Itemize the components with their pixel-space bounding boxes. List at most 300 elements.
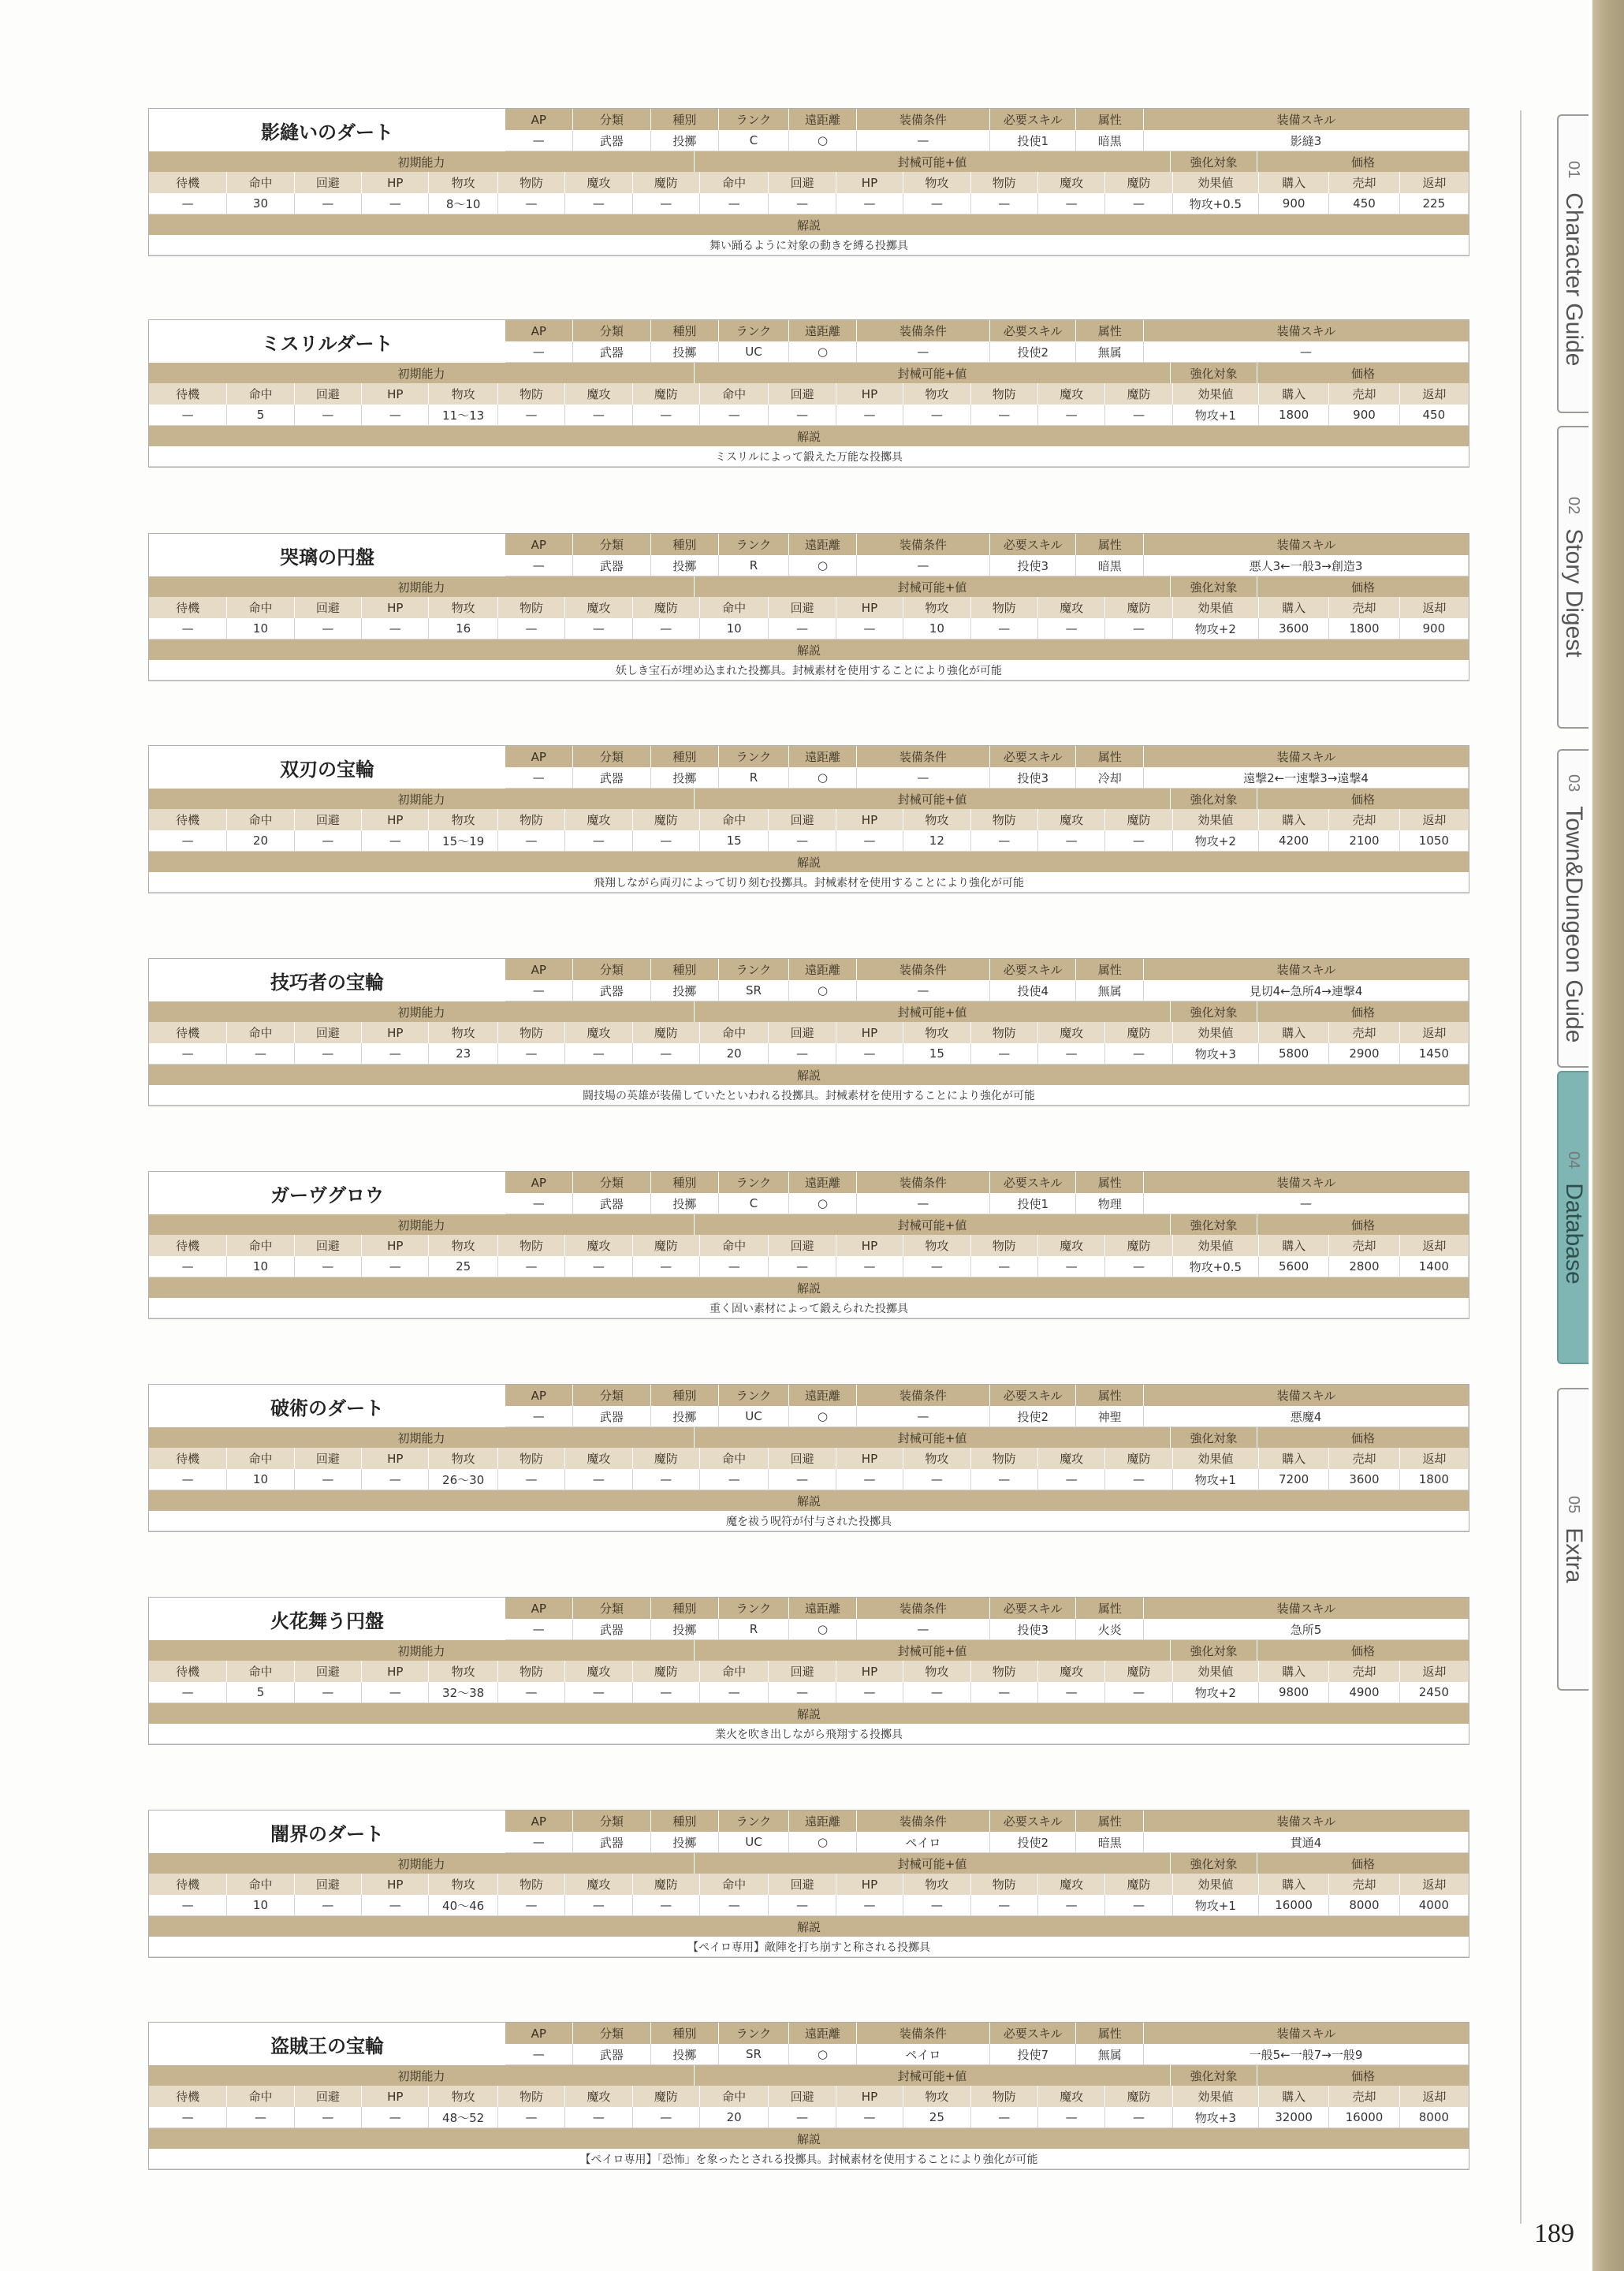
label-seal-stat: 物攻 <box>903 597 970 618</box>
buy-price: 32000 <box>1259 2107 1329 2128</box>
seal-value: — <box>1105 1256 1172 1277</box>
category-value: 武器 <box>573 555 652 576</box>
seal-value: — <box>1038 1469 1105 1490</box>
label-seal-stat: HP <box>836 1235 903 1256</box>
return-price: 8000 <box>1400 2107 1469 2128</box>
return-price: 900 <box>1400 618 1469 640</box>
seal-value: 15 <box>903 1043 970 1065</box>
seal-value: — <box>700 193 769 214</box>
enhance-value: 物攻+2 <box>1173 1682 1259 1703</box>
label-seal-stat: 物攻 <box>903 172 970 193</box>
label-return: 返却 <box>1400 1448 1469 1469</box>
req-skill-value: 投使2 <box>990 1832 1076 1853</box>
label-enhance-1: 強化対象 <box>1171 363 1257 383</box>
req-skill-value: 投使7 <box>990 2044 1076 2065</box>
label-return: 返却 <box>1400 1874 1469 1895</box>
type-value: 投擲 <box>651 555 719 576</box>
enhance-value: 物攻+1 <box>1173 1469 1259 1490</box>
label-seal-stat: 物防 <box>971 1874 1038 1895</box>
label-attribute: 属性 <box>1076 2023 1144 2044</box>
label-seal-stat: 物攻 <box>903 1022 970 1043</box>
label-buy: 購入 <box>1259 1022 1329 1043</box>
stat-value: 15〜19 <box>429 830 497 852</box>
label-seal: 封械可能+値 <box>695 151 1171 172</box>
seal-value: — <box>836 1043 903 1065</box>
label-seal-stat: 命中 <box>700 1661 769 1682</box>
label-equip-skill: 装備スキル <box>1144 1598 1469 1619</box>
label-equip-cond: 装備条件 <box>857 1385 990 1406</box>
label-initial: 初期能力 <box>149 1214 695 1235</box>
label-category: 分類 <box>573 320 652 341</box>
label-stat: 回避 <box>295 172 362 193</box>
label-ap: AP <box>505 1385 573 1406</box>
seal-value: — <box>971 193 1038 214</box>
seal-value: — <box>971 618 1038 640</box>
label-seal-stat: 物防 <box>971 1661 1038 1682</box>
label-stat: 物攻 <box>429 597 497 618</box>
equip-cond-value: — <box>857 980 990 1001</box>
label-stat: 物防 <box>498 1874 565 1895</box>
buy-price: 9800 <box>1259 1682 1329 1703</box>
type-value: 投擲 <box>651 767 719 789</box>
label-equip-cond: 装備条件 <box>857 320 990 341</box>
attribute-value: 暗黒 <box>1076 555 1144 576</box>
seal-value: — <box>700 1682 769 1703</box>
label-seal-stat: HP <box>836 597 903 618</box>
buy-price: 900 <box>1259 193 1329 214</box>
seal-value: 20 <box>700 2107 769 2128</box>
tab-label: Story Digest <box>1561 528 1587 658</box>
item-name: 双刃の宝輪 <box>149 746 506 789</box>
label-category: 分類 <box>573 534 652 555</box>
label-enhance-1: 強化対象 <box>1171 1427 1257 1448</box>
return-price: 1050 <box>1400 830 1469 852</box>
label-req-skill: 必要スキル <box>990 1385 1076 1406</box>
stat-value: — <box>498 1895 565 1916</box>
label-ranged: 遠距離 <box>789 1172 857 1193</box>
label-seal: 封械可能+値 <box>695 1001 1171 1022</box>
req-skill-value: 投使2 <box>990 1406 1076 1427</box>
label-stat: 物攻 <box>429 172 497 193</box>
type-value: 投擲 <box>651 341 719 363</box>
stat-value: — <box>633 1043 700 1065</box>
label-seal-stat: 物攻 <box>903 1448 970 1469</box>
label-equip-skill: 装備スキル <box>1144 534 1469 555</box>
label-equip-cond: 装備条件 <box>857 109 990 130</box>
label-stat: 物防 <box>498 172 565 193</box>
section-tab-2[interactable] <box>1557 426 1589 729</box>
label-sell: 売却 <box>1329 1661 1399 1682</box>
stat-value: 16 <box>429 618 497 640</box>
label-ranged: 遠距離 <box>789 1810 857 1832</box>
label-stat: 魔攻 <box>565 597 632 618</box>
type-value: 投擲 <box>651 980 719 1001</box>
stat-value: — <box>362 1256 429 1277</box>
label-buy: 購入 <box>1259 1874 1329 1895</box>
stat-value: — <box>633 193 700 214</box>
label-ap: AP <box>505 2023 573 2044</box>
label-seal-stat: 物攻 <box>903 809 970 830</box>
stat-value: 26〜30 <box>429 1469 497 1490</box>
label-stat: 魔防 <box>633 383 700 405</box>
stat-value: — <box>498 1043 565 1065</box>
label-stat: 物防 <box>498 597 565 618</box>
stat-value: — <box>362 1895 429 1916</box>
buy-price: 3600 <box>1259 618 1329 640</box>
stat-value: 11〜13 <box>429 405 497 426</box>
label-stat: 物攻 <box>429 1874 497 1895</box>
label-stat: 回避 <box>295 1448 362 1469</box>
label-enhance-1: 強化対象 <box>1171 789 1257 809</box>
return-price: 450 <box>1400 405 1469 426</box>
label-stat: 命中 <box>227 383 294 405</box>
ap-value: — <box>505 341 573 363</box>
label-stat: 魔防 <box>633 809 700 830</box>
label-enhance-2: 効果値 <box>1173 1022 1259 1043</box>
type-value: 投擲 <box>651 130 719 151</box>
label-attribute: 属性 <box>1076 1172 1144 1193</box>
seal-value: — <box>971 1469 1038 1490</box>
label-stat: 命中 <box>227 1022 294 1043</box>
sidebar-divider <box>1520 110 1522 2224</box>
buy-price: 4200 <box>1259 830 1329 852</box>
section-tab-5[interactable] <box>1557 1388 1589 1691</box>
label-stat: 回避 <box>295 383 362 405</box>
label-rank: ランク <box>719 746 790 767</box>
label-sell: 売却 <box>1329 172 1399 193</box>
item-name: 破術のダート <box>149 1385 506 1427</box>
label-stat: 命中 <box>227 1235 294 1256</box>
label-stat: 回避 <box>295 597 362 618</box>
label-stat: 待機 <box>149 383 227 405</box>
label-attribute: 属性 <box>1076 1385 1144 1406</box>
label-stat: 魔防 <box>633 1235 700 1256</box>
label-equip-skill: 装備スキル <box>1144 1172 1469 1193</box>
seal-value: — <box>769 1256 836 1277</box>
label-stat: 回避 <box>295 1661 362 1682</box>
label-seal-stat: 魔攻 <box>1038 1022 1105 1043</box>
label-stat: 物攻 <box>429 1022 497 1043</box>
stat-value: — <box>295 1895 362 1916</box>
ap-value: — <box>505 555 573 576</box>
seal-value: — <box>836 193 903 214</box>
label-stat: HP <box>362 2086 429 2107</box>
section-tab-4[interactable] <box>1557 1071 1589 1364</box>
stat-value: — <box>498 2107 565 2128</box>
stat-value: — <box>633 1895 700 1916</box>
stat-value: 32〜38 <box>429 1682 497 1703</box>
label-seal-stat: 物防 <box>971 383 1038 405</box>
seal-value: — <box>903 1469 970 1490</box>
label-stat: 物攻 <box>429 1661 497 1682</box>
label-seal-stat: 命中 <box>700 383 769 405</box>
enhance-value: 物攻+0.5 <box>1173 1256 1259 1277</box>
label-stat: 物防 <box>498 383 565 405</box>
label-seal-stat: HP <box>836 172 903 193</box>
stat-value: — <box>633 1469 700 1490</box>
req-skill-value: 投使2 <box>990 341 1076 363</box>
stat-value: — <box>633 1256 700 1277</box>
label-stat: 魔攻 <box>565 383 632 405</box>
label-category: 分類 <box>573 746 652 767</box>
label-ranged: 遠距離 <box>789 109 857 130</box>
stat-value: — <box>565 618 632 640</box>
label-enhance-2: 効果値 <box>1173 809 1259 830</box>
tab-text <box>1560 751 1587 1066</box>
label-stat: HP <box>362 383 429 405</box>
label-return: 返却 <box>1400 172 1469 193</box>
label-ranged: 遠距離 <box>789 746 857 767</box>
rank-value: SR <box>719 2044 790 2065</box>
label-return: 返却 <box>1400 1661 1469 1682</box>
label-seal-stat: 魔防 <box>1105 809 1172 830</box>
label-initial: 初期能力 <box>149 1001 695 1022</box>
label-attribute: 属性 <box>1076 1598 1144 1619</box>
ranged-value: ○ <box>789 767 857 789</box>
label-seal-stat: 物攻 <box>903 1235 970 1256</box>
seal-value: — <box>836 1469 903 1490</box>
type-value: 投擲 <box>651 1619 719 1640</box>
label-stat: 魔攻 <box>565 1874 632 1895</box>
tab-number: 02 <box>1565 497 1582 515</box>
label-equip-cond: 装備条件 <box>857 2023 990 2044</box>
label-type: 種別 <box>651 534 719 555</box>
tab-number: 03 <box>1565 774 1582 792</box>
label-seal-stat: HP <box>836 2086 903 2107</box>
label-req-skill: 必要スキル <box>990 1172 1076 1193</box>
label-req-skill: 必要スキル <box>990 109 1076 130</box>
stat-value: 48〜52 <box>429 2107 497 2128</box>
seal-value: — <box>903 1895 970 1916</box>
stat-value: — <box>149 1043 227 1065</box>
label-equip-skill: 装備スキル <box>1144 2023 1469 2044</box>
stat-value: — <box>362 618 429 640</box>
label-category: 分類 <box>573 1810 652 1832</box>
ap-value: — <box>505 1832 573 1853</box>
item-description: 【ペイロ専用】「恐怖」を象ったとされる投擲具。封械素材を使用することにより強化が可能 <box>149 2149 1469 2169</box>
label-rank: ランク <box>719 2023 790 2044</box>
label-equip-skill: 装備スキル <box>1144 320 1469 341</box>
seal-value: — <box>769 405 836 426</box>
stat-value: — <box>149 1895 227 1916</box>
label-seal-stat: 物防 <box>971 597 1038 618</box>
label-equip-cond: 装備条件 <box>857 746 990 767</box>
rank-value: UC <box>719 341 790 363</box>
item-name: 影縫いのダート <box>149 109 506 151</box>
type-value: 投擲 <box>651 1832 719 1853</box>
label-attribute: 属性 <box>1076 320 1144 341</box>
sell-price: 8000 <box>1329 1895 1399 1916</box>
label-stat: 回避 <box>295 2086 362 2107</box>
label-seal-stat: 魔攻 <box>1038 1235 1105 1256</box>
seal-value: — <box>1038 618 1105 640</box>
ap-value: — <box>505 1406 573 1427</box>
label-attribute: 属性 <box>1076 1810 1144 1832</box>
stat-value: — <box>565 1682 632 1703</box>
label-attribute: 属性 <box>1076 534 1144 555</box>
label-seal-stat: 命中 <box>700 809 769 830</box>
seal-value: — <box>1105 405 1172 426</box>
equip-skill-value: 悪人3←一般3→創造3 <box>1144 555 1469 576</box>
ap-value: — <box>505 980 573 1001</box>
tab-text <box>1560 1072 1587 1363</box>
seal-value: — <box>836 2107 903 2128</box>
sell-price: 1800 <box>1329 618 1399 640</box>
label-stat: 物防 <box>498 1448 565 1469</box>
item-name: 闇界のダート <box>149 1810 506 1853</box>
label-stat: 物防 <box>498 809 565 830</box>
seal-value: — <box>769 1682 836 1703</box>
rank-value: UC <box>719 1832 790 1853</box>
item-name: 哭璃の円盤 <box>149 534 506 576</box>
sell-price: 450 <box>1329 193 1399 214</box>
label-enhance-2: 効果値 <box>1173 1448 1259 1469</box>
item-description: 闘技場の英雄が装備していたといわれる投擲具。封械素材を使用することにより強化が可能 <box>149 1085 1469 1106</box>
seal-value: — <box>769 193 836 214</box>
ranged-value: ○ <box>789 130 857 151</box>
label-stat: 物攻 <box>429 2086 497 2107</box>
enhance-value: 物攻+3 <box>1173 2107 1259 2128</box>
label-sell: 売却 <box>1329 1022 1399 1043</box>
stat-value: — <box>498 1682 565 1703</box>
equip-cond-value: — <box>857 1619 990 1640</box>
seal-value: — <box>971 830 1038 852</box>
label-ranged: 遠距離 <box>789 959 857 980</box>
req-skill-value: 投使1 <box>990 1193 1076 1214</box>
enhance-value: 物攻+2 <box>1173 618 1259 640</box>
label-seal-stat: 命中 <box>700 1874 769 1895</box>
label-seal-stat: 魔攻 <box>1038 1661 1105 1682</box>
label-type: 種別 <box>651 1598 719 1619</box>
equip-cond-value: ペイロ <box>857 1832 990 1853</box>
label-type: 種別 <box>651 109 719 130</box>
ranged-value: ○ <box>789 341 857 363</box>
stat-value: — <box>149 618 227 640</box>
label-seal-stat: 物攻 <box>903 2086 970 2107</box>
sell-price: 4900 <box>1329 1682 1399 1703</box>
label-seal-stat: 魔防 <box>1105 1022 1172 1043</box>
label-req-skill: 必要スキル <box>990 1598 1076 1619</box>
seal-value: 10 <box>700 618 769 640</box>
seal-value: — <box>971 1256 1038 1277</box>
label-enhance-2: 効果値 <box>1173 383 1259 405</box>
seal-value: — <box>1105 1043 1172 1065</box>
label-seal-stat: 魔攻 <box>1038 172 1105 193</box>
label-ap: AP <box>505 109 573 130</box>
label-sell: 売却 <box>1329 1874 1399 1895</box>
label-category: 分類 <box>573 959 652 980</box>
stat-value: 5 <box>227 1682 294 1703</box>
label-seal-stat: 回避 <box>769 2086 836 2107</box>
label-req-skill: 必要スキル <box>990 2023 1076 2044</box>
label-seal-stat: 物防 <box>971 2086 1038 2107</box>
stat-value: — <box>565 830 632 852</box>
ap-value: — <box>505 1619 573 1640</box>
label-category: 分類 <box>573 2023 652 2044</box>
stat-value: — <box>295 1469 362 1490</box>
stat-value: — <box>295 1682 362 1703</box>
label-stat: 物攻 <box>429 383 497 405</box>
ranged-value: ○ <box>789 1193 857 1214</box>
label-category: 分類 <box>573 109 652 130</box>
label-stat: 魔攻 <box>565 2086 632 2107</box>
label-initial: 初期能力 <box>149 1640 695 1661</box>
item-description: 業火を吹き出しながら飛翔する投擲具 <box>149 1724 1469 1744</box>
label-seal-stat: 命中 <box>700 1022 769 1043</box>
stat-value: 10 <box>227 1469 294 1490</box>
stat-value: — <box>565 2107 632 2128</box>
seal-value: — <box>1105 1682 1172 1703</box>
section-tab-3[interactable] <box>1557 749 1589 1068</box>
label-equip-cond: 装備条件 <box>857 1172 990 1193</box>
label-stat: 待機 <box>149 1022 227 1043</box>
label-stat: 命中 <box>227 809 294 830</box>
label-seal-stat: HP <box>836 1874 903 1895</box>
item-description: 魔を祓う呪符が付与された投擲具 <box>149 1511 1469 1531</box>
label-initial: 初期能力 <box>149 576 695 597</box>
item-name: 盗賊王の宝輪 <box>149 2023 506 2065</box>
stat-value: — <box>362 1469 429 1490</box>
stat-value: — <box>295 405 362 426</box>
label-stat: 魔防 <box>633 1874 700 1895</box>
stat-value: — <box>295 193 362 214</box>
label-sell: 売却 <box>1329 597 1399 618</box>
label-req-skill: 必要スキル <box>990 746 1076 767</box>
sell-price: 2900 <box>1329 1043 1399 1065</box>
enhance-value: 物攻+1 <box>1173 1895 1259 1916</box>
category-value: 武器 <box>573 1406 652 1427</box>
label-buy: 購入 <box>1259 2086 1329 2107</box>
label-type: 種別 <box>651 1810 719 1832</box>
ranged-value: ○ <box>789 980 857 1001</box>
label-seal-stat: 回避 <box>769 809 836 830</box>
stat-value: 10 <box>227 1256 294 1277</box>
label-req-skill: 必要スキル <box>990 1810 1076 1832</box>
label-stat: 物防 <box>498 2086 565 2107</box>
label-stat: 物攻 <box>429 1448 497 1469</box>
stat-value: — <box>633 1682 700 1703</box>
seal-value: — <box>700 1469 769 1490</box>
enhance-value: 物攻+3 <box>1173 1043 1259 1065</box>
label-stat: HP <box>362 1448 429 1469</box>
label-sell: 売却 <box>1329 809 1399 830</box>
label-stat: HP <box>362 809 429 830</box>
label-seal-stat: 回避 <box>769 1235 836 1256</box>
label-initial: 初期能力 <box>149 1427 695 1448</box>
label-seal-stat: 魔防 <box>1105 597 1172 618</box>
stat-value: — <box>149 1682 227 1703</box>
stat-value: — <box>362 405 429 426</box>
seal-value: — <box>1105 618 1172 640</box>
seal-value: — <box>903 193 970 214</box>
label-ap: AP <box>505 1172 573 1193</box>
section-tab-1[interactable] <box>1557 114 1589 413</box>
stat-value: — <box>498 405 565 426</box>
seal-value: — <box>836 618 903 640</box>
label-sell: 売却 <box>1329 2086 1399 2107</box>
stat-value: — <box>498 193 565 214</box>
seal-value: — <box>1038 1043 1105 1065</box>
label-seal-stat: HP <box>836 383 903 405</box>
equip-cond-value: — <box>857 555 990 576</box>
tab-label: Extra <box>1561 1527 1587 1583</box>
category-value: 武器 <box>573 1193 652 1214</box>
label-seal-stat: 魔防 <box>1105 1874 1172 1895</box>
label-seal-stat: 回避 <box>769 383 836 405</box>
stat-value: — <box>227 2107 294 2128</box>
stat-value: — <box>362 2107 429 2128</box>
stat-value: — <box>633 405 700 426</box>
